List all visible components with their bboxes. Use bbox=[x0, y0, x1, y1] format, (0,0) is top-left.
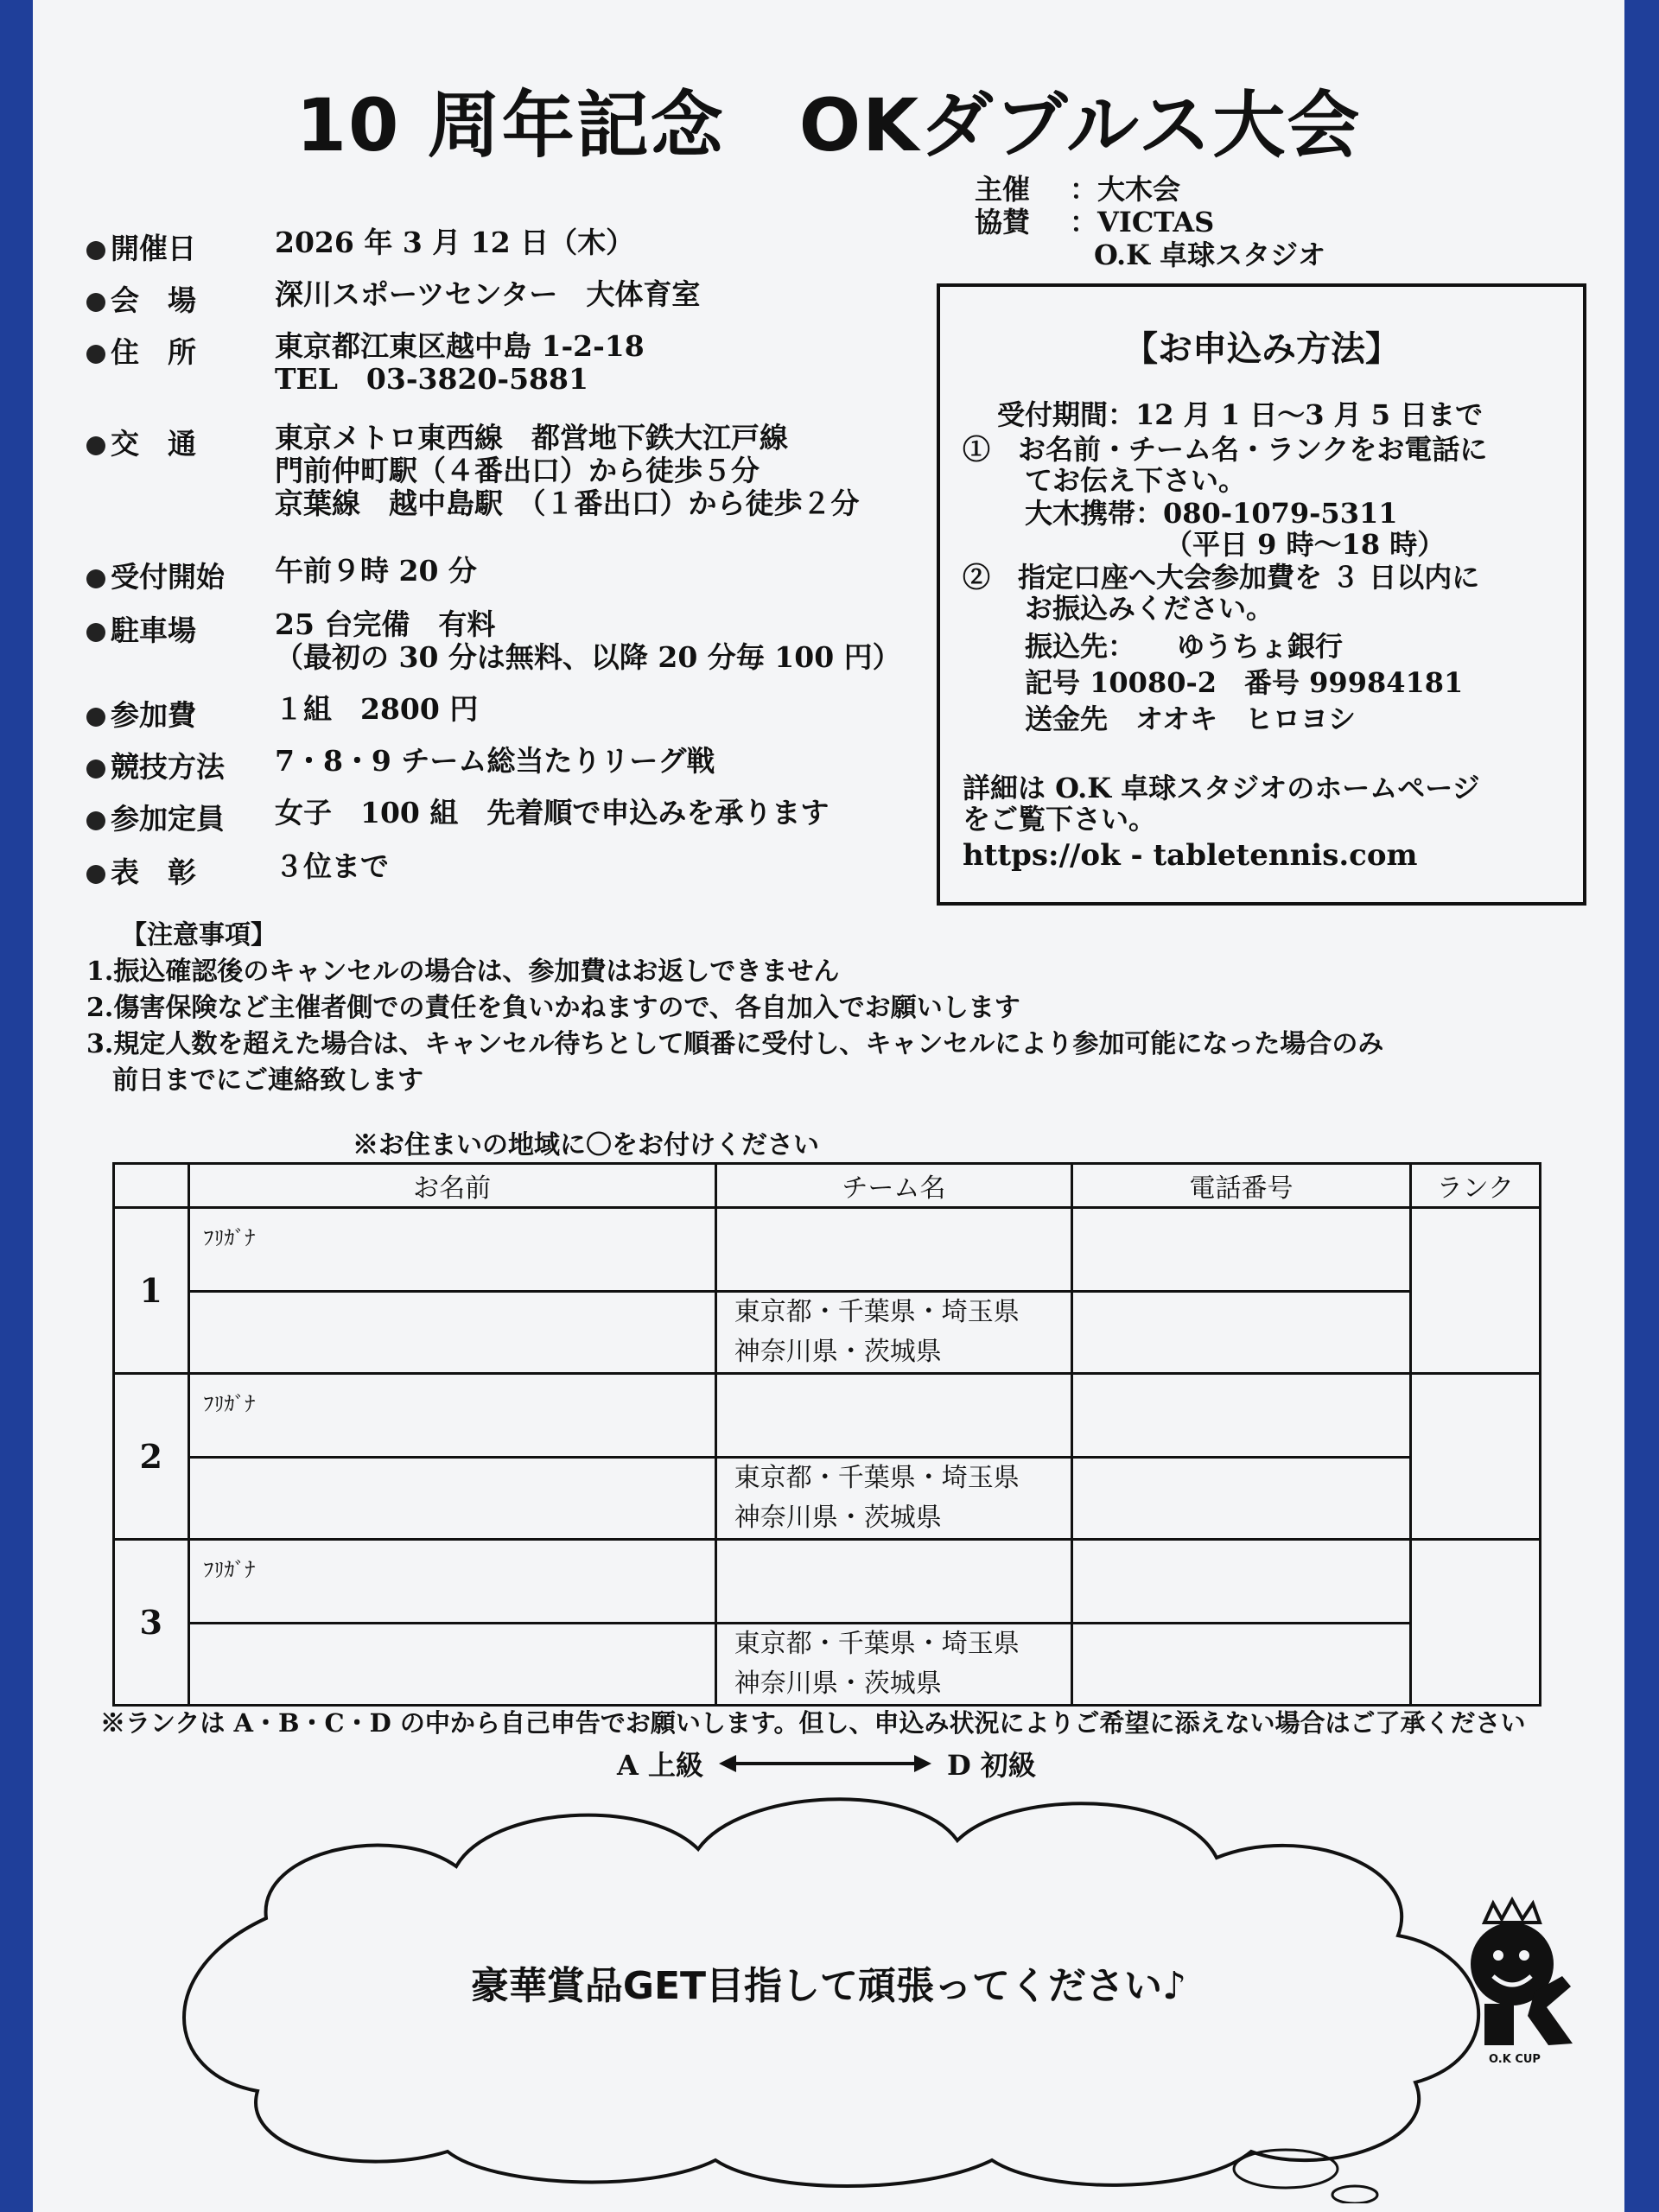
rank-high: A 上級 bbox=[617, 1749, 703, 1782]
bullet-icon bbox=[86, 760, 105, 779]
pref-line: 神奈川県・茨城県 bbox=[734, 1669, 942, 1699]
rank-field[interactable] bbox=[1410, 1540, 1540, 1706]
phone-field-2[interactable] bbox=[1071, 1292, 1410, 1374]
pref-line: 神奈川県・茨城県 bbox=[734, 1503, 942, 1533]
bullet-icon bbox=[86, 293, 105, 312]
application-box bbox=[937, 283, 1586, 906]
table-row bbox=[114, 1540, 1541, 1624]
bullet-icon bbox=[86, 623, 105, 642]
phone-field[interactable] bbox=[1071, 1540, 1410, 1624]
name-field[interactable] bbox=[188, 1458, 715, 1540]
ok-cup-logo bbox=[1433, 1897, 1597, 2073]
website-url: https://ok - tabletennis.com bbox=[963, 838, 1418, 873]
info-label: 参加定員 bbox=[111, 802, 225, 836]
bullet-icon bbox=[86, 345, 105, 364]
bank-payee: 送金先 オオキ ヒロヨシ bbox=[1025, 702, 1357, 735]
furigana-field[interactable]: ﾌﾘｶﾞﾅ bbox=[188, 1540, 715, 1624]
table-row bbox=[114, 1374, 1541, 1458]
furigana-field[interactable]: ﾌﾘｶﾞﾅ bbox=[188, 1374, 715, 1458]
sponsor-label: 協賛 bbox=[975, 206, 1031, 238]
sponsor-1: VICTAS bbox=[1097, 206, 1215, 238]
notes-section bbox=[86, 918, 1383, 1099]
info-value: ３位まで bbox=[275, 849, 389, 883]
step2-line1: ② 指定口座へ大会参加費を ３ 日以内に bbox=[963, 561, 1480, 594]
rank-field[interactable] bbox=[1410, 1374, 1540, 1540]
info-row-fee bbox=[86, 693, 950, 734]
info-value: 東京都江東区越中島 1-2-18 bbox=[275, 329, 645, 363]
pref-line: 東京都・千葉県・埼玉県 bbox=[734, 1297, 1020, 1327]
info-value: （最初の 30 分は無料、以降 20 分毎 100 円） bbox=[275, 640, 901, 674]
note-item: 3.規定人数を超えた場合は、キャンセル待ちとして順番に受付し、キャンセルにより参加可能になった場合のみ bbox=[86, 1029, 1384, 1059]
host-name: 大木会 bbox=[1097, 173, 1181, 206]
info-label: 参加費 bbox=[111, 698, 196, 732]
contact-hours: （平日 9 時～18 時） bbox=[1165, 528, 1446, 561]
furigana-field[interactable]: ﾌﾘｶﾞﾅ bbox=[188, 1208, 715, 1292]
info-label: 受付開始 bbox=[111, 560, 225, 594]
info-value: 女子 100 組 先着順で申込みを承ります bbox=[275, 796, 830, 830]
info-row-awards bbox=[86, 850, 950, 891]
info-row-reception bbox=[86, 555, 950, 595]
info-value: １組 2800 円 bbox=[275, 692, 479, 726]
info-label: 表 彰 bbox=[111, 855, 196, 889]
team-field[interactable] bbox=[715, 1208, 1071, 1292]
page-title: 10 周年記念 OKダブルス大会 bbox=[296, 83, 1362, 168]
notes-heading: 【注意事項】 bbox=[121, 920, 276, 950]
header-name: お名前 bbox=[188, 1164, 715, 1208]
ok-cup-mascot-icon bbox=[1433, 1897, 1597, 2069]
pref-line: 東京都・千葉県・埼玉県 bbox=[734, 1463, 1020, 1493]
info-row-capacity bbox=[86, 797, 950, 837]
application-title: 【お申込み方法】 bbox=[1123, 328, 1400, 369]
pref-line: 東京都・千葉県・埼玉県 bbox=[734, 1629, 1020, 1659]
table-row bbox=[114, 1208, 1541, 1292]
application-period: 受付期間：12 月 1 日～3 月 5 日まで bbox=[997, 398, 1484, 431]
bank-account: 記号 10080-2 番号 99984181 bbox=[1025, 666, 1464, 699]
info-value: 京葉線 越中島駅 （１番出口）から徒歩２分 bbox=[275, 486, 860, 520]
logo-caption: O.K CUP bbox=[1489, 2053, 1541, 2066]
row-number: 1 bbox=[114, 1208, 189, 1374]
note-item: 2.傷害保険など主催者側での責任を負いかねますので、各自加入でお願いします bbox=[86, 993, 1020, 1023]
info-label: 駐車場 bbox=[111, 613, 196, 647]
pref-line: 神奈川県・茨城県 bbox=[734, 1337, 942, 1367]
info-label: 交 通 bbox=[111, 427, 196, 461]
phone-field[interactable] bbox=[1071, 1208, 1410, 1292]
name-field[interactable] bbox=[188, 1624, 715, 1706]
contact-phone: 大木携帯：080-1079-5311 bbox=[1025, 497, 1398, 530]
info-row-date bbox=[86, 226, 950, 267]
prefecture-options[interactable] bbox=[715, 1458, 1071, 1540]
entry-form-table bbox=[112, 1162, 1541, 1707]
header-rank: ランク bbox=[1410, 1164, 1540, 1208]
phone-field[interactable] bbox=[1071, 1374, 1410, 1458]
organizer-block: 主催 ： 大木会 協賛 ： VICTAS O.K 卓球スタジオ bbox=[975, 173, 1326, 271]
phone-field-2[interactable] bbox=[1071, 1624, 1410, 1706]
table-row bbox=[114, 1292, 1541, 1374]
bullet-icon bbox=[86, 569, 105, 588]
bullet-icon bbox=[86, 436, 105, 455]
info-value: 東京メトロ東西線 都営地下鉄大江戸線 bbox=[275, 421, 788, 454]
name-field[interactable] bbox=[188, 1292, 715, 1374]
prefecture-options[interactable] bbox=[715, 1624, 1071, 1706]
row-number: 2 bbox=[114, 1374, 189, 1540]
info-label: 競技方法 bbox=[111, 750, 225, 784]
sponsor-2: O.K 卓球スタジオ bbox=[1094, 238, 1326, 271]
info-label: 住 所 bbox=[111, 335, 196, 369]
host-label: 主催 bbox=[975, 173, 1031, 206]
table-row bbox=[114, 1458, 1541, 1540]
info-value: 7・8・9 チーム総当たりリーグ戦 bbox=[275, 744, 715, 778]
detail-line1: 詳細は O.K 卓球スタジオのホームページ bbox=[963, 772, 1480, 804]
info-value: 25 台完備 有料 bbox=[275, 607, 496, 641]
info-value: 門前仲町駅（４番出口）から徒歩５分 bbox=[275, 454, 760, 487]
bullet-icon bbox=[86, 241, 105, 260]
step1-line1: ① お名前・チーム名・ランクをお電話に bbox=[963, 433, 1488, 466]
info-value: 2026 年 3 月 12 日（木） bbox=[275, 226, 635, 259]
info-value: 深川スポーツセンター 大体育室 bbox=[275, 277, 701, 311]
bullet-icon bbox=[86, 708, 105, 727]
info-label: 開催日 bbox=[111, 232, 196, 265]
team-field[interactable] bbox=[715, 1540, 1071, 1624]
prefecture-options[interactable] bbox=[715, 1292, 1071, 1374]
team-field[interactable] bbox=[715, 1374, 1071, 1458]
info-row-venue bbox=[86, 278, 950, 319]
bank-name: 振込先： ゆうちょ銀行 bbox=[1025, 630, 1344, 663]
bullet-icon bbox=[86, 865, 105, 884]
info-row-parking bbox=[86, 608, 950, 674]
info-row-format bbox=[86, 745, 950, 785]
step2-line2: お振込みください。 bbox=[1025, 592, 1274, 625]
info-row-access bbox=[86, 422, 950, 520]
header-phone: 電話番号 bbox=[1071, 1164, 1410, 1208]
info-label: 会 場 bbox=[111, 283, 196, 317]
rank-field[interactable] bbox=[1410, 1208, 1540, 1374]
table-row bbox=[114, 1624, 1541, 1706]
info-value: TEL 03-3820-5881 bbox=[275, 362, 588, 396]
info-value: 午前９時 20 分 bbox=[275, 554, 477, 588]
phone-field-2[interactable] bbox=[1071, 1458, 1410, 1540]
bullet-icon bbox=[86, 811, 105, 830]
region-note: ※お住まいの地域に〇をお付けください bbox=[353, 1130, 819, 1160]
header-team: チーム名 bbox=[715, 1164, 1071, 1208]
row-number: 3 bbox=[114, 1540, 189, 1706]
info-row-address bbox=[86, 330, 950, 396]
table-header-row bbox=[114, 1164, 1541, 1208]
note-item: 1.振込確認後のキャンセルの場合は、参加費はお返しできません bbox=[86, 957, 840, 987]
flyer-page bbox=[33, 0, 1624, 2212]
note-item: 前日までにご連絡致します bbox=[86, 1065, 423, 1096]
rank-low: D 初級 bbox=[946, 1749, 1036, 1782]
detail-line2: をご覧下さい。 bbox=[963, 803, 1157, 836]
rank-note: ※ランクは A・B・C・D の中から自己申告でお願いします。但し、申込み状況によりご希望に添えない場合はご了承ください bbox=[100, 1708, 1526, 1738]
step1-line2: てお伝え下さい。 bbox=[1025, 464, 1247, 497]
slogan: 豪華賞品GET目指して頑張ってください♪ bbox=[470, 1964, 1187, 2008]
